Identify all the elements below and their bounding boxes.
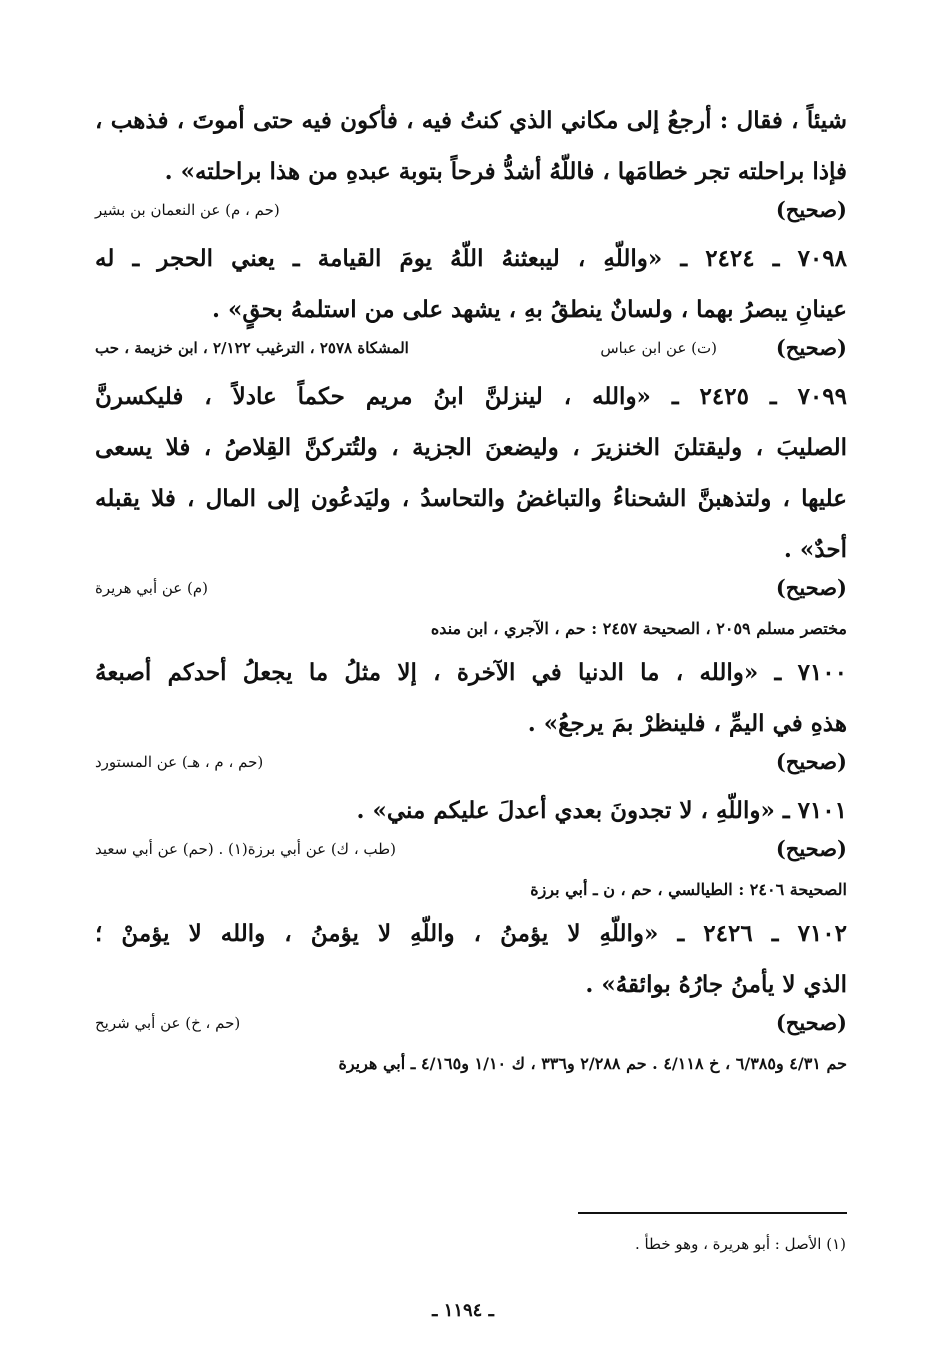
page-number: ـ ١١٩٤ ـ xyxy=(432,1300,494,1321)
source-row xyxy=(95,575,847,611)
source-row xyxy=(95,749,847,785)
hadith-7100 xyxy=(95,647,847,785)
hadith-7101 xyxy=(95,785,847,908)
source-row xyxy=(95,1010,847,1046)
footnote-divider xyxy=(578,1212,847,1214)
grade-label: (صحيح) xyxy=(775,575,847,600)
reference-text: مختصر مسلم ٢٠٥٩ ، الصحيحة ٢٤٥٧ : حم ، الآجري ، ابن منده xyxy=(430,619,847,638)
grade-label: (صحيح) xyxy=(775,1010,847,1035)
text-line: الذي لا يأمنُ جارُهُ بوائقهُ» . xyxy=(585,971,847,998)
text-line: الصليبَ ، وليقتلنَ الخنزيرَ ، وليضعنَ الجزية ، ولتُتركنَّ القِلاصُ ، فلا يسعى xyxy=(95,434,847,461)
hadith-7102 xyxy=(95,908,847,1082)
intro-block xyxy=(95,95,847,233)
text-line: عليها ، ولتذهبنَّ الشحناءُ والتباغضُ والتحاسدُ ، وليَدعُون إلى المال ، فلا يقبله xyxy=(95,485,847,512)
reference-text: الصحيحة ٢٤٠٦ : الطيالسي ، حم ، ن ـ أبي برزة xyxy=(530,880,847,899)
reference-text: حم ٤/٣١ و٦/٣٨٥ ، خ ٤/١١٨ . حم ٢/٢٨٨ و٣٣٦ ، ك ١/١٠ و٤/١٦٥ ـ أبي هريرة xyxy=(338,1054,847,1073)
text-line: شيئاً ، فقال : أرجعُ إلى مكاني الذي كنتُ فيه ، فأكون فيه حتى أموتَ ، فذهب ، xyxy=(95,107,847,134)
page-body xyxy=(95,95,847,1082)
text-line: عينانِ يبصرُ بهما ، ولسانٌ ينطقُ بهِ ، يشهد على من استلمهُ بحقٍ» . xyxy=(212,296,847,323)
text-line: ٧٠٩٨ ـ ٢٤٢٤ ـ «واللّهِ ، ليبعثنهُ اللّهُ يومَ القيامة ـ يعني الحجر ـ له xyxy=(95,245,847,272)
grade-label: (صحيح) xyxy=(775,197,847,222)
text-line: أحدٌ» . xyxy=(783,536,847,563)
hadith-7098 xyxy=(95,233,847,371)
text-line: ٧٠٩٩ ـ ٢٤٢٥ ـ «والله ، لينزلنَّ ابنُ مريم حكماً عادلاً ، فليكسرنَّ xyxy=(95,383,847,410)
text-line: ٧١٠٢ ـ ٢٤٢٦ ـ «واللّهِ لا يؤمنُ ، واللّهِ لا يؤمنُ ، والله لا يؤمنْ ؛ xyxy=(95,920,847,947)
text-line: ٧١٠٠ ـ «والله ، ما الدنيا في الآخرة ، إلا مثلُ ما يجعلُ أحدكم أصبعهُ xyxy=(95,659,847,686)
text-line: ٧١٠١ ـ «واللّهِ ، لا تجدونَ بعدي أعدلَ عليكم مني» . xyxy=(356,797,847,824)
source-row xyxy=(95,197,847,233)
grade-label: (صحيح) xyxy=(775,749,847,774)
source-text: (طب ، ك) عن أبي برزة(١) . (حم) عن أبي سعيد xyxy=(95,840,396,858)
source-text: (ت) عن ابن عباس xyxy=(600,339,717,357)
source-text: (م) عن أبي هريرة xyxy=(95,579,209,597)
grade-label: (صحيح) xyxy=(775,836,847,861)
source-text: (حم ، م) عن النعمان بن بشير xyxy=(95,201,280,219)
reference-text: المشكاة ٢٥٧٨ ، الترغيب ٢/١٢٢ ، ابن خزيمة ، حب xyxy=(95,339,409,357)
grade-label: (صحيح) xyxy=(775,335,847,360)
footnote: (١) الأصل : أبو هريرة ، وهو خطأ . xyxy=(634,1235,846,1253)
hadith-7099 xyxy=(95,371,847,647)
source-row xyxy=(95,836,847,872)
source-row xyxy=(95,335,847,371)
source-text: (حم ، خ) عن أبي شريح xyxy=(95,1014,241,1032)
text-line: هذهِ في اليمِّ ، فلينظرْ بمَ يرجعُ» . xyxy=(527,710,847,737)
source-text: (حم ، م ، هـ) عن المستورد xyxy=(95,753,264,771)
text-line: فإذا براحلته تجر خطامَها ، فاللّهُ أشدُّ فرحاً بتوبة عبدهِ من هذا براحلته» . xyxy=(164,158,847,185)
